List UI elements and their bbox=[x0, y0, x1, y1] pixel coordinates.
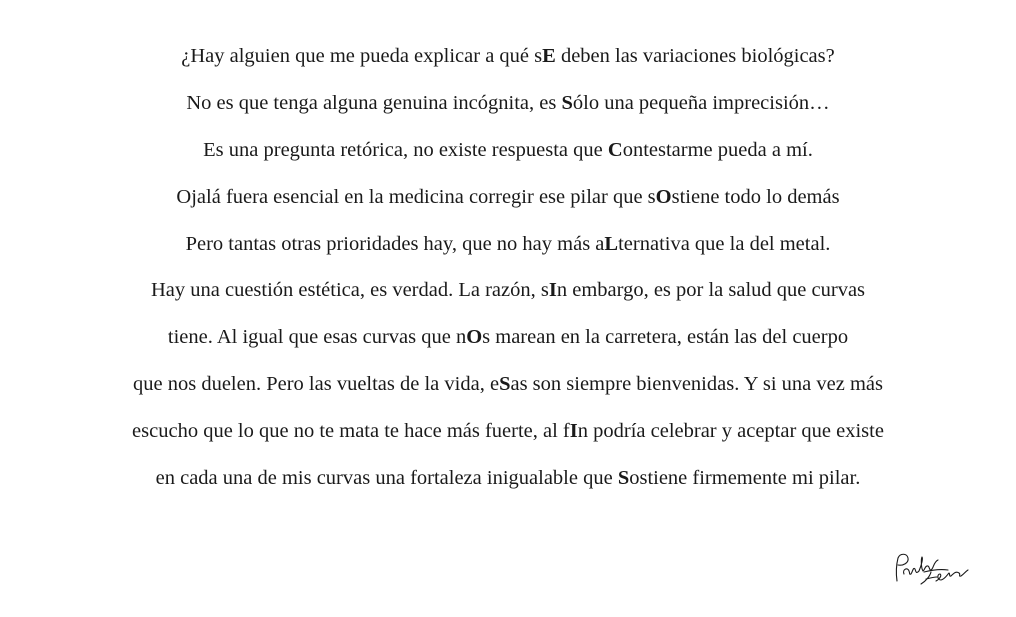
poem-line-10-acrostic-letter: S bbox=[617, 467, 630, 490]
poem-line-6-post: n embargo, es por la salud que curvas bbox=[556, 279, 866, 302]
poem-line-6 bbox=[0, 267, 1016, 314]
poem-line-7-acrostic-letter: O bbox=[466, 326, 483, 349]
poem-line-5 bbox=[0, 221, 1016, 268]
poem-line-3-pre: Es una pregunta retórica, no existe respuesta que bbox=[203, 138, 608, 161]
poem-line-2-post: ólo una pequeña imprecisión… bbox=[572, 91, 830, 114]
poem-line-5-acrostic-letter: L bbox=[604, 232, 619, 255]
poem-line-2-acrostic-letter: S bbox=[561, 91, 573, 114]
poem-line-5-post: ternativa que la del metal. bbox=[618, 232, 831, 255]
poem-line-7-post: s marean en la carretera, están las del cuerpo bbox=[482, 326, 849, 349]
poem-line-4 bbox=[0, 174, 1016, 221]
poem-line-8-post: as son siempre bienvenidas. Y si una vez más bbox=[510, 373, 883, 396]
poem-line-9-post: n podría celebrar y aceptar que existe bbox=[577, 420, 884, 443]
poem-line-4-acrostic-letter: O bbox=[655, 185, 672, 208]
poem-line-8-acrostic-letter: S bbox=[499, 373, 511, 396]
poem-line-5-pre: Pero tantas otras prioridades hay, que no hay más a bbox=[185, 232, 605, 255]
poem-line-3-post: ontestarme pueda a mí. bbox=[622, 138, 813, 161]
poem-line-2 bbox=[0, 80, 1016, 127]
poem-line-7-pre: tiene. Al igual que esas curvas que n bbox=[167, 326, 467, 349]
poem-line-1-post: deben las variaciones biológicas? bbox=[555, 45, 835, 67]
poem-body bbox=[0, 33, 1016, 502]
poem-line-9 bbox=[0, 408, 1016, 455]
poem-line-9-pre: escucho que lo que no te mata te hace más fuerte, al f bbox=[132, 420, 570, 443]
poem-line-10-post: ostiene firmemente mi pilar. bbox=[629, 467, 861, 490]
poem-line-10-pre: en cada una de mis curvas una fortaleza inigualable que bbox=[155, 467, 618, 490]
poem-line-4-pre: Ojalá fuera esencial en la medicina corregir ese pilar que s bbox=[176, 185, 656, 208]
poem-line-1-pre: ¿Hay alguien que me pueda explicar a qué s bbox=[181, 45, 543, 67]
poem-line-3-acrostic-letter: C bbox=[607, 138, 623, 161]
poem-line-9-acrostic-letter: I bbox=[569, 420, 578, 443]
poem-line-2-pre: No es que tenga alguna genuina incógnita, es bbox=[186, 91, 562, 114]
poem-line-4-post: stiene todo lo demás bbox=[671, 185, 840, 208]
handwritten-signature bbox=[888, 548, 972, 594]
poem-line-6-pre: Hay una cuestión estética, es verdad. La razón, s bbox=[150, 279, 549, 302]
poem-line-1-acrostic-letter: E bbox=[542, 45, 556, 67]
poem-line-1 bbox=[0, 33, 1016, 80]
poem-line-10 bbox=[0, 455, 1016, 502]
poem-line-6-acrostic-letter: I bbox=[548, 279, 557, 302]
poem-line-7 bbox=[0, 314, 1016, 361]
poem-line-3 bbox=[0, 127, 1016, 174]
poem-line-8 bbox=[0, 361, 1016, 408]
poem-line-8-pre: que nos duelen. Pero las vueltas de la vida, e bbox=[133, 373, 500, 396]
